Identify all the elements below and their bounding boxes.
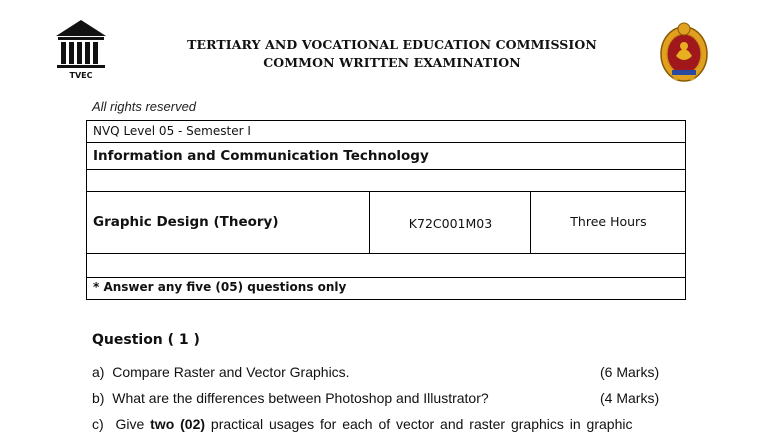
course-code: K72C001M03 xyxy=(408,216,493,231)
item-text: practical usages for each of vector and raster graphics in graphic xyxy=(205,416,633,432)
table-row-level xyxy=(87,121,685,143)
rights-reserved: All rights reserved xyxy=(92,99,197,114)
table-row-program xyxy=(87,143,685,170)
item-letter: b) xyxy=(92,390,105,406)
level-text: NVQ Level 05 - Semester I xyxy=(93,124,251,138)
column-divider xyxy=(369,192,370,253)
item-text-bold: two (02) xyxy=(150,416,206,432)
table-row-subject xyxy=(87,192,685,254)
item-marks: (6 Marks) xyxy=(600,364,660,380)
table-row-blank xyxy=(87,254,685,278)
question-item-a xyxy=(92,364,350,380)
item-text: Compare Raster and Vector Graphics. xyxy=(112,364,350,380)
table-row-blank xyxy=(87,170,685,192)
item-letter: c) xyxy=(92,416,104,432)
question-title: Question ( 1 ) xyxy=(92,332,200,348)
tvec-logo xyxy=(52,18,110,80)
question-item-c xyxy=(92,416,632,432)
item-letter: a) xyxy=(92,364,105,380)
table-row-instruction xyxy=(87,278,685,298)
column-divider xyxy=(530,192,531,253)
duration-text: Three Hours xyxy=(570,214,647,229)
question-item-b xyxy=(92,390,489,406)
program-text: Information and Communication Technology xyxy=(93,148,429,164)
item-text: What are the differences between Photoshop and Illustrator? xyxy=(112,390,489,406)
exam-title: COMMON WRITTEN EXAMINATION xyxy=(263,55,521,70)
instruction-text: * Answer any five (05) questions only xyxy=(93,280,347,294)
commission-title: TERTIARY AND VOCATIONAL EDUCATION COMMISSION xyxy=(187,37,597,52)
exam-header xyxy=(150,36,634,72)
exam-info-table xyxy=(86,120,686,300)
item-text: Give xyxy=(115,416,151,432)
subject-text: Graphic Design (Theory) xyxy=(93,214,279,230)
item-marks: (4 Marks) xyxy=(600,390,660,406)
national-emblem xyxy=(658,18,710,84)
tvec-logo-text: TVEC xyxy=(69,71,93,80)
